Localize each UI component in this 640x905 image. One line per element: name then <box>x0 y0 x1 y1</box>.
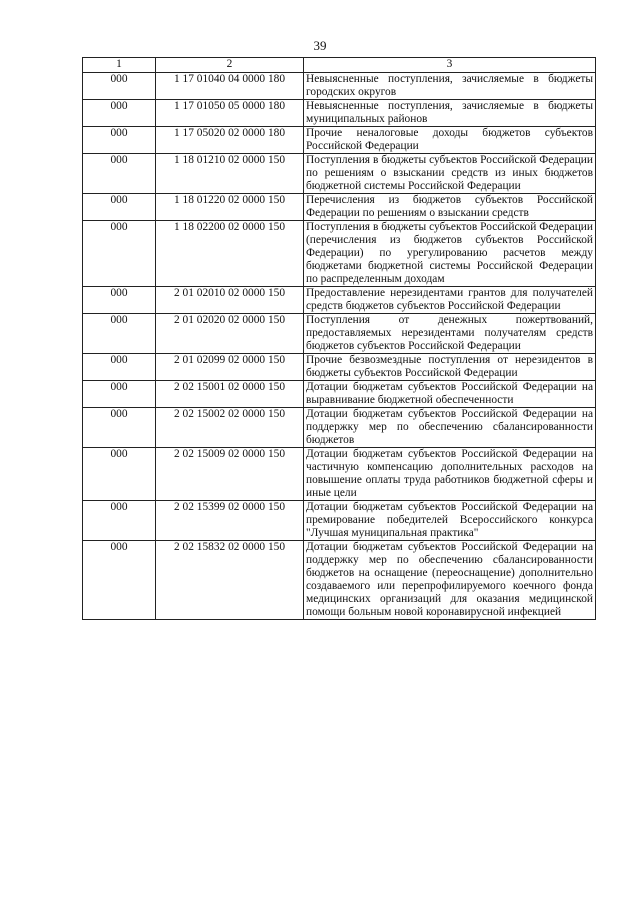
income-name-cell: Дотации бюджетам субъектов Российской Федерации на поддержку мер по обеспечению сбалансированности бюджетов <box>304 408 596 448</box>
budget-code-cell: 2 02 15002 02 0000 150 <box>156 408 304 448</box>
admin-code-cell: 000 <box>83 448 156 501</box>
budget-code-cell: 2 02 15399 02 0000 150 <box>156 501 304 541</box>
admin-code-cell: 000 <box>83 381 156 408</box>
column-header-3: 3 <box>304 58 596 73</box>
budget-code-cell: 1 18 01220 02 0000 150 <box>156 194 304 221</box>
income-name-cell: Предоставление нерезидентами грантов для получателей средств бюджетов субъектов Российской Федерации <box>304 287 596 314</box>
admin-code-cell: 000 <box>83 194 156 221</box>
income-name-cell: Поступления в бюджеты субъектов Российской Федерации по решениям о взыскании средств из иных бюджетов бюджетной системы Российской Федерации <box>304 154 596 194</box>
table-row <box>83 541 596 620</box>
table-row <box>83 381 596 408</box>
table-row <box>83 73 596 100</box>
admin-code-cell: 000 <box>83 127 156 154</box>
income-name-cell: Дотации бюджетам субъектов Российской Федерации на премирование победителей Всероссийского конкурса "Лучшая муниципальная практика" <box>304 501 596 541</box>
table-row <box>83 354 596 381</box>
table-row <box>83 194 596 221</box>
income-name-cell: Прочие неналоговые доходы бюджетов субъектов Российской Федерации <box>304 127 596 154</box>
table-header-row <box>83 58 596 73</box>
admin-code-cell: 000 <box>83 221 156 287</box>
budget-code-cell: 2 01 02010 02 0000 150 <box>156 287 304 314</box>
table-row <box>83 408 596 448</box>
admin-code-cell: 000 <box>83 501 156 541</box>
budget-code-cell: 1 17 01050 05 0000 180 <box>156 100 304 127</box>
budget-code-cell: 2 02 15832 02 0000 150 <box>156 541 304 620</box>
admin-code-cell: 000 <box>83 314 156 354</box>
budget-code-cell: 1 17 01040 04 0000 180 <box>156 73 304 100</box>
admin-code-cell: 000 <box>83 354 156 381</box>
table-row <box>83 287 596 314</box>
income-name-cell: Дотации бюджетам субъектов Российской Федерации на поддержку мер по обеспечению сбалансированности бюджетов на оснащение (переоснащение) дополнительно создаваемого или перепрофилируемого коечного фонда медицинских организаций для оказания медицинской помощи больным новой коронавирусной инфекцией <box>304 541 596 620</box>
income-name-cell: Невыясненные поступления, зачисляемые в бюджеты городских округов <box>304 73 596 100</box>
budget-code-cell: 2 02 15001 02 0000 150 <box>156 381 304 408</box>
income-name-cell: Перечисления из бюджетов субъектов Российской Федерации по решениям о взыскании средств <box>304 194 596 221</box>
income-name-cell: Дотации бюджетам субъектов Российской Федерации на выравнивание бюджетной обеспеченности <box>304 381 596 408</box>
income-name-cell: Прочие безвозмездные поступления от нерезидентов в бюджеты субъектов Российской Федерации <box>304 354 596 381</box>
income-name-cell: Поступления в бюджеты субъектов Российской Федерации (перечисления из бюджетов субъектов Российской Федерации) по урегулированию расчетов между бюджетами бюджетной системы Российской Федерации по распределенным доходам <box>304 221 596 287</box>
table-row <box>83 100 596 127</box>
table-row <box>83 127 596 154</box>
admin-code-cell: 000 <box>83 287 156 314</box>
column-header-2: 2 <box>156 58 304 73</box>
admin-code-cell: 000 <box>83 73 156 100</box>
table-body <box>83 73 596 620</box>
admin-code-cell: 000 <box>83 408 156 448</box>
table-row <box>83 448 596 501</box>
admin-code-cell: 000 <box>83 154 156 194</box>
budget-code-cell: 2 01 02020 02 0000 150 <box>156 314 304 354</box>
budget-code-cell: 1 18 01210 02 0000 150 <box>156 154 304 194</box>
income-name-cell: Поступления от денежных пожертвований, предоставляемых нерезидентами получателям средств бюджетов субъектов Российской Федерации <box>304 314 596 354</box>
budget-code-cell: 2 01 02099 02 0000 150 <box>156 354 304 381</box>
income-name-cell: Невыясненные поступления, зачисляемые в бюджеты муниципальных районов <box>304 100 596 127</box>
table-row <box>83 314 596 354</box>
column-header-1: 1 <box>83 58 156 73</box>
table-row <box>83 501 596 541</box>
page-number: 39 <box>313 38 327 53</box>
budget-classification-table <box>82 57 596 620</box>
budget-code-cell: 1 17 05020 02 0000 180 <box>156 127 304 154</box>
table-row <box>83 221 596 287</box>
admin-code-cell: 000 <box>83 541 156 620</box>
income-name-cell: Дотации бюджетам субъектов Российской Федерации на частичную компенсацию дополнительных расходов на повышение оплаты труда работников бюджетной сферы и иные цели <box>304 448 596 501</box>
budget-code-cell: 1 18 02200 02 0000 150 <box>156 221 304 287</box>
admin-code-cell: 000 <box>83 100 156 127</box>
table-row <box>83 154 596 194</box>
budget-code-cell: 2 02 15009 02 0000 150 <box>156 448 304 501</box>
